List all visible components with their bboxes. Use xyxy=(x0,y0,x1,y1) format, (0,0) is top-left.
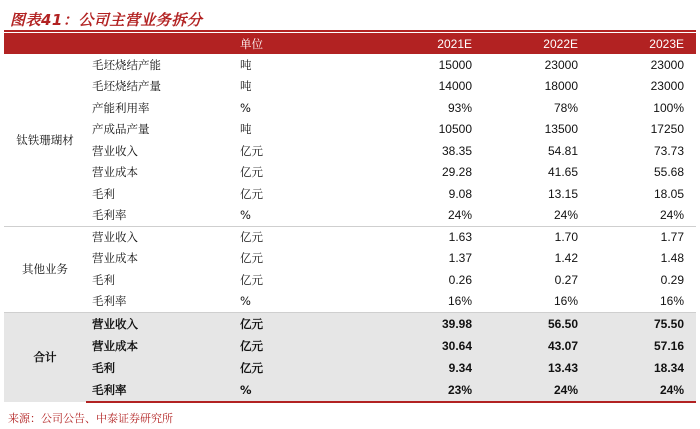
item-label: 毛利率 xyxy=(92,294,127,308)
table-row xyxy=(4,54,696,76)
item-label: 毛利率 xyxy=(86,380,238,403)
value-2022e: 16% xyxy=(553,294,578,308)
table-row xyxy=(4,248,696,270)
value-2021e: 23% xyxy=(384,380,484,403)
value-2023e: 73.73 xyxy=(653,143,684,158)
unit-label: 亿元 xyxy=(240,186,263,201)
table-row xyxy=(4,357,696,380)
value-2022e: 23000 xyxy=(544,57,578,72)
unit-label: 吨 xyxy=(240,79,252,94)
header-category xyxy=(4,33,86,54)
figure-title: 图表41：公司主营业务拆分 xyxy=(10,11,203,29)
value-2021e: 9.34 xyxy=(448,361,472,376)
value-2021e: 0.26 xyxy=(448,272,472,287)
item-label: 毛利率 xyxy=(92,208,127,222)
value-2022e: 24% xyxy=(553,208,578,222)
table-row xyxy=(4,312,696,335)
source-note: 来源：公司公告、中泰证券研究所 xyxy=(8,412,173,425)
value-2023e: 1.77 xyxy=(590,226,696,248)
item-label: 毛利 xyxy=(92,186,115,201)
item-label: 毛利 xyxy=(92,272,115,287)
unit-label: 亿元 xyxy=(240,272,263,287)
item-label: 毛坯烧结产量 xyxy=(92,79,161,94)
value-2023e: 24% xyxy=(590,380,696,403)
unit-label: 亿元 xyxy=(240,143,263,158)
value-2023e: 75.50 xyxy=(590,312,696,335)
item-label: 营业成本 xyxy=(92,251,138,266)
segment-name: 其他业务 xyxy=(4,226,86,312)
value-2023e: 0.29 xyxy=(660,272,684,287)
value-2023e: 18.34 xyxy=(653,361,684,376)
header-year-2022e: 2022E xyxy=(543,36,578,51)
value-2022e: 13.43 xyxy=(547,361,578,376)
item-label: 毛坯烧结产能 xyxy=(92,57,161,72)
table-row xyxy=(4,226,696,248)
header-year-2021e: 2021E xyxy=(437,36,472,51)
value-2022e: 13500 xyxy=(544,122,578,137)
table-row xyxy=(4,76,696,98)
header-unit: 单位 xyxy=(240,36,263,51)
item-label: 营业收入 xyxy=(92,143,138,158)
value-2021e: 16% xyxy=(447,294,472,308)
value-2021e: 24% xyxy=(447,208,472,222)
table-header-row xyxy=(4,33,696,54)
value-2021e: 29.28 xyxy=(441,165,472,180)
item-label: 营业成本 xyxy=(92,338,138,353)
value-2021e: 93% xyxy=(447,100,472,115)
value-2022e: 78% xyxy=(553,100,578,115)
unit-label: % xyxy=(240,294,251,308)
value-2022e: 43.07 xyxy=(547,338,578,353)
value-2023e: 23000 xyxy=(650,79,684,94)
item-label: 产成品产量 xyxy=(92,122,150,137)
unit-label: 吨 xyxy=(240,57,252,72)
item-label: 毛利 xyxy=(92,361,115,376)
value-2022e: 1.70 xyxy=(484,226,590,248)
header-year-2023e: 2023E xyxy=(649,36,684,51)
value-2022e: 1.42 xyxy=(554,251,578,266)
value-2022e: 41.65 xyxy=(547,165,578,180)
table-row xyxy=(4,183,696,205)
value-2023e: 100% xyxy=(653,100,684,115)
table-row xyxy=(4,119,696,141)
table-row xyxy=(4,269,696,291)
table-row xyxy=(4,291,696,313)
value-2021e: 14000 xyxy=(438,79,472,94)
value-2022e: 24% xyxy=(484,380,590,403)
value-2021e: 39.98 xyxy=(384,312,484,335)
unit-label: 亿元 xyxy=(240,361,263,376)
unit-label: 亿元 xyxy=(240,338,263,353)
header-item xyxy=(86,33,238,54)
unit-label: 亿元 xyxy=(240,251,263,266)
table-row xyxy=(4,335,696,358)
item-label: 产能利用率 xyxy=(92,100,150,115)
value-2021e: 30.64 xyxy=(441,338,472,353)
value-2023e: 23000 xyxy=(650,57,684,72)
value-2021e: 1.37 xyxy=(448,251,472,266)
value-2021e: 15000 xyxy=(438,57,472,72)
item-label: 营业收入 xyxy=(86,312,238,335)
table-row xyxy=(4,97,696,119)
value-2023e: 18.05 xyxy=(653,186,684,201)
value-2022e: 56.50 xyxy=(484,312,590,335)
value-2023e: 57.16 xyxy=(653,338,684,353)
value-2022e: 54.81 xyxy=(547,143,578,158)
value-2022e: 18000 xyxy=(544,79,578,94)
table-row xyxy=(4,162,696,184)
value-2023e: 1.48 xyxy=(660,251,684,266)
unit-label: % xyxy=(240,100,251,115)
item-label: 营业成本 xyxy=(92,165,138,180)
table-row xyxy=(4,140,696,162)
business-breakdown-table xyxy=(4,33,696,403)
unit-label: % xyxy=(238,380,384,403)
segment-name: 钛铁珊瑚材 xyxy=(16,132,74,147)
value-2021e: 10500 xyxy=(438,122,472,137)
value-2021e: 38.35 xyxy=(441,143,472,158)
unit-label: 亿元 xyxy=(238,312,384,335)
value-2021e: 9.08 xyxy=(448,186,472,201)
value-2022e: 0.27 xyxy=(554,272,578,287)
figure-title-bar xyxy=(4,6,696,32)
value-2023e: 17250 xyxy=(650,122,684,137)
unit-label: 吨 xyxy=(240,122,252,137)
segments-body xyxy=(4,54,696,312)
value-2023e: 24% xyxy=(659,208,684,222)
unit-label: % xyxy=(240,208,251,222)
value-2022e: 13.15 xyxy=(547,186,578,201)
table-row xyxy=(4,380,696,403)
total-label: 合计 xyxy=(4,312,86,402)
table-row xyxy=(4,205,696,227)
total-body xyxy=(4,312,696,402)
value-2023e: 16% xyxy=(659,294,684,308)
value-2021e: 1.63 xyxy=(384,226,484,248)
unit-label: 亿元 xyxy=(240,165,263,180)
value-2023e: 55.68 xyxy=(653,165,684,180)
unit-label: 亿元 xyxy=(238,226,384,248)
item-label: 营业收入 xyxy=(86,226,238,248)
